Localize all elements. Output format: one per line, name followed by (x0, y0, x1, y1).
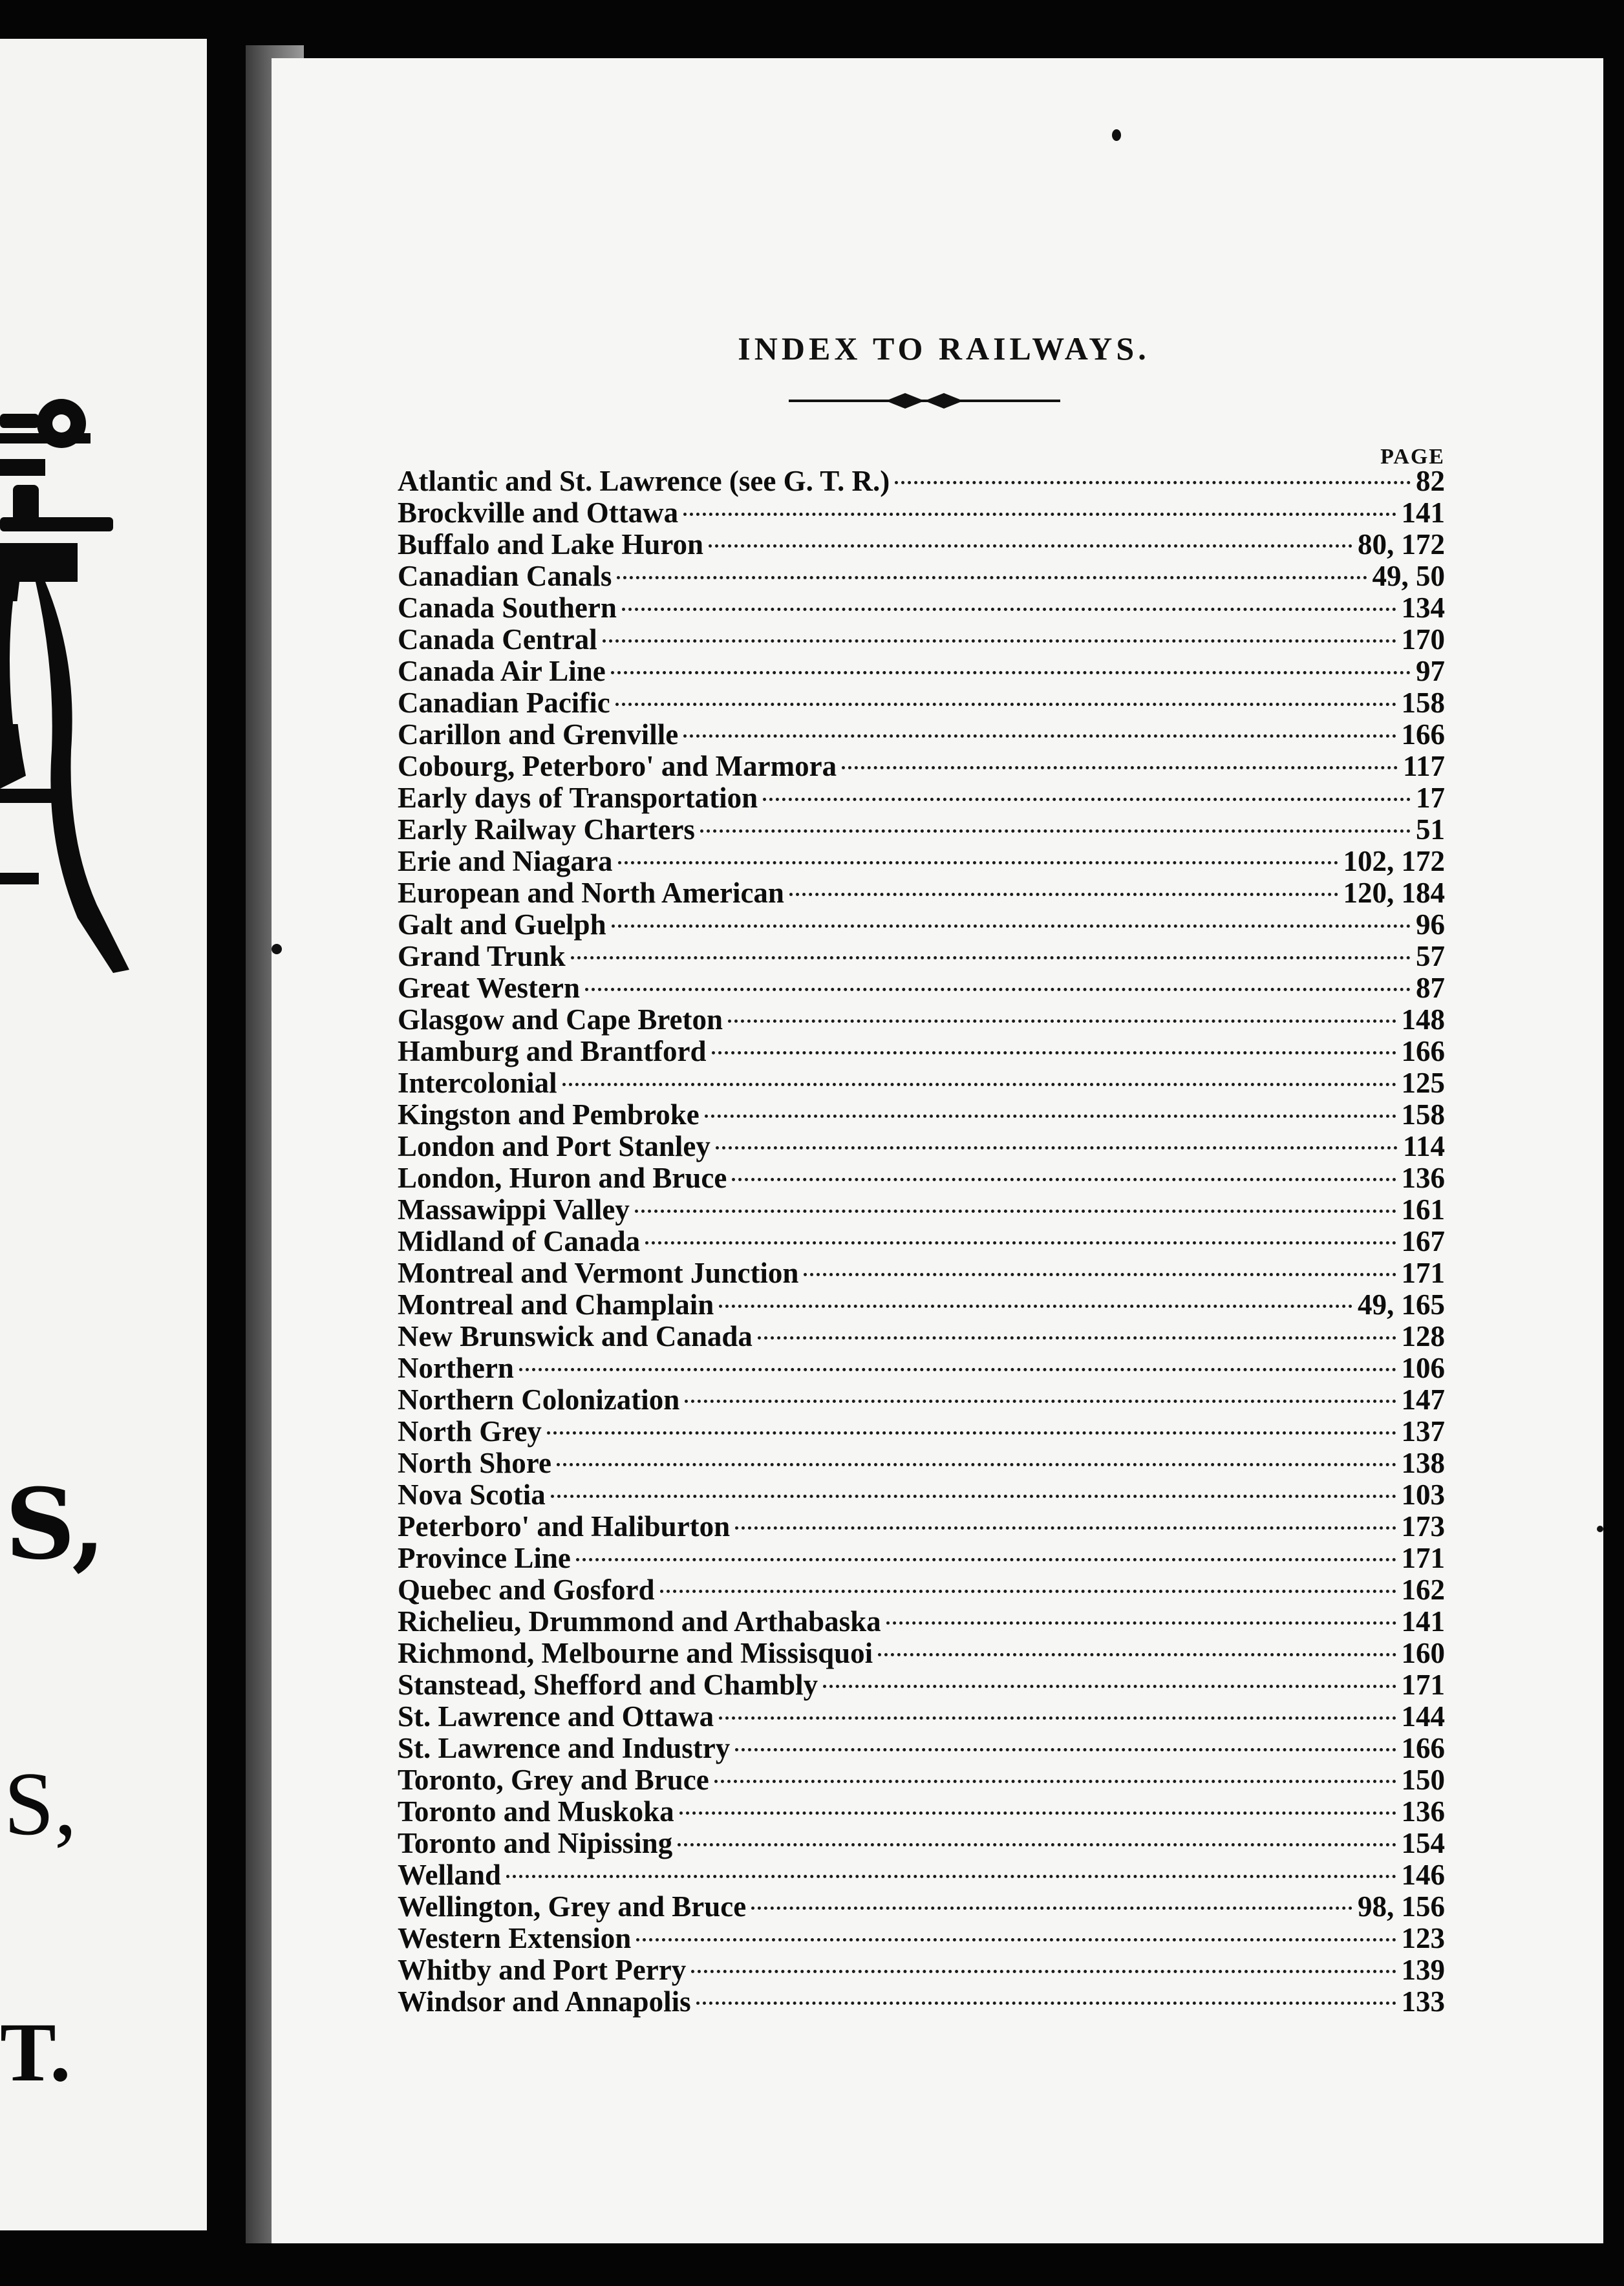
page-number: 139 (1401, 1954, 1445, 1986)
page-number: 136 (1401, 1795, 1445, 1828)
index-entry (398, 1099, 1445, 1131)
dot-leader (709, 544, 1352, 548)
dot-leader (683, 513, 1396, 516)
railway-name: Canadian Pacific (398, 687, 610, 719)
dot-leader (804, 1273, 1396, 1276)
page-number: 162 (1401, 1574, 1445, 1606)
page-number: 144 (1401, 1700, 1445, 1733)
dot-leader (551, 1495, 1396, 1498)
railway-name: Carillon and Grenville (398, 718, 679, 751)
railway-name: New Brunswick and Canada (398, 1320, 753, 1352)
index-entry (398, 782, 1445, 814)
railway-name: St. Lawrence and Industry (398, 1732, 731, 1764)
railway-name: Windsor and Annapolis (398, 1985, 691, 2018)
dot-leader (636, 1938, 1396, 1941)
index-entry (398, 1606, 1445, 1638)
page-number: 166 (1401, 718, 1445, 751)
dot-leader (758, 1336, 1396, 1340)
page-number: 136 (1401, 1162, 1445, 1194)
railway-name: Peterboro' and Haliburton (398, 1510, 731, 1543)
railway-name: Northern (398, 1352, 514, 1384)
railway-name: London, Huron and Bruce (398, 1162, 727, 1194)
railway-name: Intercolonial (398, 1067, 557, 1099)
railway-name: Quebec and Gosford (398, 1574, 655, 1606)
dot-leader (571, 956, 1411, 959)
printing-press-illustration (0, 388, 136, 1002)
page-number: 49, 165 (1358, 1288, 1445, 1321)
index-entry (398, 1416, 1445, 1447)
dot-leader (700, 829, 1411, 833)
railway-index-list (398, 465, 1445, 2018)
page-number: 137 (1401, 1415, 1445, 1447)
page-number: 97 (1416, 655, 1445, 687)
index-entry (398, 1859, 1445, 1891)
index-entry (398, 1828, 1445, 1859)
page-number: 146 (1401, 1859, 1445, 1891)
page-number: 102, 172 (1343, 845, 1445, 877)
dot-leader (562, 1083, 1396, 1086)
index-entry (398, 1321, 1445, 1352)
index-entry (398, 656, 1445, 687)
page-number: 128 (1401, 1320, 1445, 1352)
page-number: 49, 50 (1372, 560, 1445, 592)
railway-name: Early Railway Charters (398, 813, 695, 846)
page-column-header: PAGE (1380, 445, 1445, 469)
dot-leader (685, 1400, 1396, 1403)
index-entry (398, 1701, 1445, 1733)
index-entry (398, 1131, 1445, 1162)
page-number: 138 (1401, 1447, 1445, 1479)
dot-leader (735, 1748, 1396, 1751)
railway-name: Montreal and Vermont Junction (398, 1257, 799, 1289)
page-number: 133 (1401, 1985, 1445, 2018)
page-number: 141 (1401, 497, 1445, 529)
index-entry (398, 1954, 1445, 1986)
page-number: 120, 184 (1343, 877, 1445, 909)
index-entry (398, 1194, 1445, 1226)
dot-leader (506, 1875, 1396, 1878)
page-number: 171 (1401, 1542, 1445, 1574)
railway-name: Glasgow and Cape Breton (398, 1003, 723, 1036)
left-facing-page (0, 39, 207, 2230)
index-entry (398, 561, 1445, 592)
railway-name: Atlantic and St. Lawrence (see G. T. R.) (398, 465, 890, 497)
railway-name: Western Extension (398, 1922, 632, 1954)
page-number: 123 (1401, 1922, 1445, 1954)
railway-name: European and North American (398, 877, 784, 909)
index-page (272, 58, 1603, 2243)
page-number: 166 (1401, 1035, 1445, 1067)
dot-leader (823, 1685, 1396, 1688)
index-entry (398, 1447, 1445, 1479)
index-entry (398, 1574, 1445, 1606)
index-entry (398, 1479, 1445, 1511)
dot-leader (895, 481, 1411, 484)
page-number: 167 (1401, 1225, 1445, 1257)
index-entry (398, 1384, 1445, 1416)
index-entry (398, 1733, 1445, 1764)
page-number: 154 (1401, 1827, 1445, 1859)
railway-name: Great Western (398, 972, 581, 1004)
railway-name: Cobourg, Peterboro' and Marmora (398, 750, 837, 782)
dot-leader (714, 1780, 1396, 1783)
page-number: 158 (1401, 687, 1445, 719)
index-entry (398, 1986, 1445, 2018)
index-entry (398, 592, 1445, 624)
dot-leader (789, 893, 1338, 896)
railway-name: Canada Air Line (398, 655, 606, 687)
index-entry (398, 1067, 1445, 1099)
page-number: 161 (1401, 1193, 1445, 1226)
dot-leader (719, 1716, 1396, 1720)
page-number: 57 (1416, 940, 1445, 972)
railway-name: Canada Central (398, 623, 597, 656)
page-number: 87 (1416, 972, 1445, 1004)
dot-leader (585, 988, 1411, 991)
dot-leader (576, 1558, 1396, 1561)
index-entry (398, 529, 1445, 561)
index-entry (398, 1004, 1445, 1036)
railway-name: Canadian Canals (398, 560, 612, 592)
dot-leader (705, 1115, 1396, 1118)
dot-leader (615, 703, 1396, 706)
dot-leader (719, 1305, 1352, 1308)
index-entry (398, 624, 1445, 656)
page-number: 106 (1401, 1352, 1445, 1384)
dot-leader (696, 2002, 1396, 2005)
railway-name: Welland (398, 1859, 502, 1891)
dot-leader (732, 1178, 1396, 1181)
railway-name: Stanstead, Shefford and Chambly (398, 1669, 818, 1701)
dot-leader (751, 1907, 1352, 1910)
railway-name: Buffalo and Lake Huron (398, 528, 704, 561)
index-entry (398, 1511, 1445, 1543)
page-number: 148 (1401, 1003, 1445, 1036)
dot-leader (735, 1526, 1396, 1530)
page-number: 141 (1401, 1605, 1445, 1638)
railway-name: Massawippi Valley (398, 1193, 630, 1226)
railway-name: Erie and Niagara (398, 845, 613, 877)
index-entry (398, 751, 1445, 782)
page-number: 170 (1401, 623, 1445, 656)
page-number: 173 (1401, 1510, 1445, 1543)
page-number: 96 (1416, 908, 1445, 941)
heading-fragment: S, (5, 1468, 106, 1581)
dot-leader (886, 1621, 1396, 1625)
dot-leader (617, 576, 1367, 579)
railway-name: Canada Southern (398, 592, 617, 624)
heading-fragment: T. (0, 2006, 71, 2099)
page-number: 103 (1401, 1479, 1445, 1511)
dot-leader (603, 639, 1396, 643)
page-number: 98, 156 (1358, 1890, 1445, 1923)
page-number: 114 (1402, 1130, 1445, 1162)
index-entry (398, 1638, 1445, 1669)
index-entry (398, 1257, 1445, 1289)
dot-leader (691, 1970, 1396, 1973)
railway-name: Early days of Transportation (398, 782, 758, 814)
index-entry (398, 1669, 1445, 1701)
index-entry (398, 909, 1445, 941)
page-title: INDEX TO RAILWAYS. (738, 330, 1150, 367)
railway-name: Hamburg and Brantford (398, 1035, 707, 1067)
index-entry (398, 687, 1445, 719)
index-entry (398, 1764, 1445, 1796)
dot-leader (519, 1368, 1396, 1371)
railway-name: Grand Trunk (398, 940, 566, 972)
page-number: 82 (1416, 465, 1445, 497)
index-entry (398, 846, 1445, 877)
dot-leader (557, 1463, 1396, 1466)
ornamental-rule (789, 388, 1060, 414)
railway-name: North Grey (398, 1415, 542, 1447)
page-number: 171 (1401, 1669, 1445, 1701)
dot-leader (679, 1811, 1396, 1815)
railway-name: Kingston and Pembroke (398, 1098, 700, 1131)
index-entry (398, 497, 1445, 529)
dot-leader (712, 1051, 1396, 1054)
dot-leader (547, 1431, 1396, 1435)
dot-leader (618, 861, 1338, 864)
page-number: 171 (1401, 1257, 1445, 1289)
dot-leader (611, 671, 1411, 674)
index-entry (398, 719, 1445, 751)
index-entry (398, 1796, 1445, 1828)
index-entry (398, 1226, 1445, 1257)
dot-leader (678, 1843, 1396, 1846)
railway-name: Midland of Canada (398, 1225, 641, 1257)
railway-name: St. Lawrence and Ottawa (398, 1700, 714, 1733)
index-entry (398, 877, 1445, 909)
index-entry (398, 814, 1445, 846)
heading-fragment: S, (4, 1754, 77, 1854)
railway-name: Wellington, Grey and Bruce (398, 1890, 747, 1923)
railway-name: Brockville and Ottawa (398, 497, 679, 529)
dot-leader (645, 1241, 1396, 1244)
page-number: 158 (1401, 1098, 1445, 1131)
railway-name: Galt and Guelph (398, 908, 606, 941)
page-number: 17 (1416, 782, 1445, 814)
index-entry (398, 465, 1445, 497)
page-number: 166 (1401, 1732, 1445, 1764)
page-number: 51 (1416, 813, 1445, 846)
index-entry (398, 1162, 1445, 1194)
dot-leader (612, 924, 1411, 928)
railway-name: Province Line (398, 1542, 571, 1574)
index-entry (398, 1923, 1445, 1954)
railway-name: Toronto and Nipissing (398, 1827, 673, 1859)
railway-name: Northern Colonization (398, 1383, 680, 1416)
index-entry (398, 972, 1445, 1004)
dot-leader (763, 798, 1411, 801)
page-number: 80, 172 (1358, 528, 1445, 561)
railway-name: Richmond, Melbourne and Missisquoi (398, 1637, 873, 1669)
dot-leader (878, 1653, 1396, 1656)
page-number: 160 (1401, 1637, 1445, 1669)
railway-name: Nova Scotia (398, 1479, 546, 1511)
page-number: 125 (1401, 1067, 1445, 1099)
page-number: 134 (1401, 592, 1445, 624)
dot-leader (635, 1210, 1396, 1213)
index-entry (398, 1352, 1445, 1384)
railway-name: London and Port Stanley (398, 1130, 710, 1162)
index-entry (398, 941, 1445, 972)
index-entry (398, 1543, 1445, 1574)
page-number: 150 (1401, 1764, 1445, 1796)
dot-leader (683, 734, 1396, 738)
dot-leader (660, 1590, 1396, 1593)
dot-leader (842, 766, 1398, 769)
index-entry (398, 1289, 1445, 1321)
railway-name: Whitby and Port Perry (398, 1954, 687, 1986)
dot-leader (622, 608, 1396, 611)
page-number: 147 (1401, 1383, 1445, 1416)
index-entry (398, 1036, 1445, 1067)
index-entry (398, 1891, 1445, 1923)
railway-name: Montreal and Champlain (398, 1288, 714, 1321)
railway-name: Richelieu, Drummond and Arthabaska (398, 1605, 881, 1638)
dot-leader (716, 1146, 1398, 1149)
dot-leader (728, 1020, 1396, 1023)
railway-name: North Shore (398, 1447, 551, 1479)
railway-name: Toronto and Muskoka (398, 1795, 674, 1828)
railway-name: Toronto, Grey and Bruce (398, 1764, 709, 1796)
page-number: 117 (1402, 750, 1445, 782)
